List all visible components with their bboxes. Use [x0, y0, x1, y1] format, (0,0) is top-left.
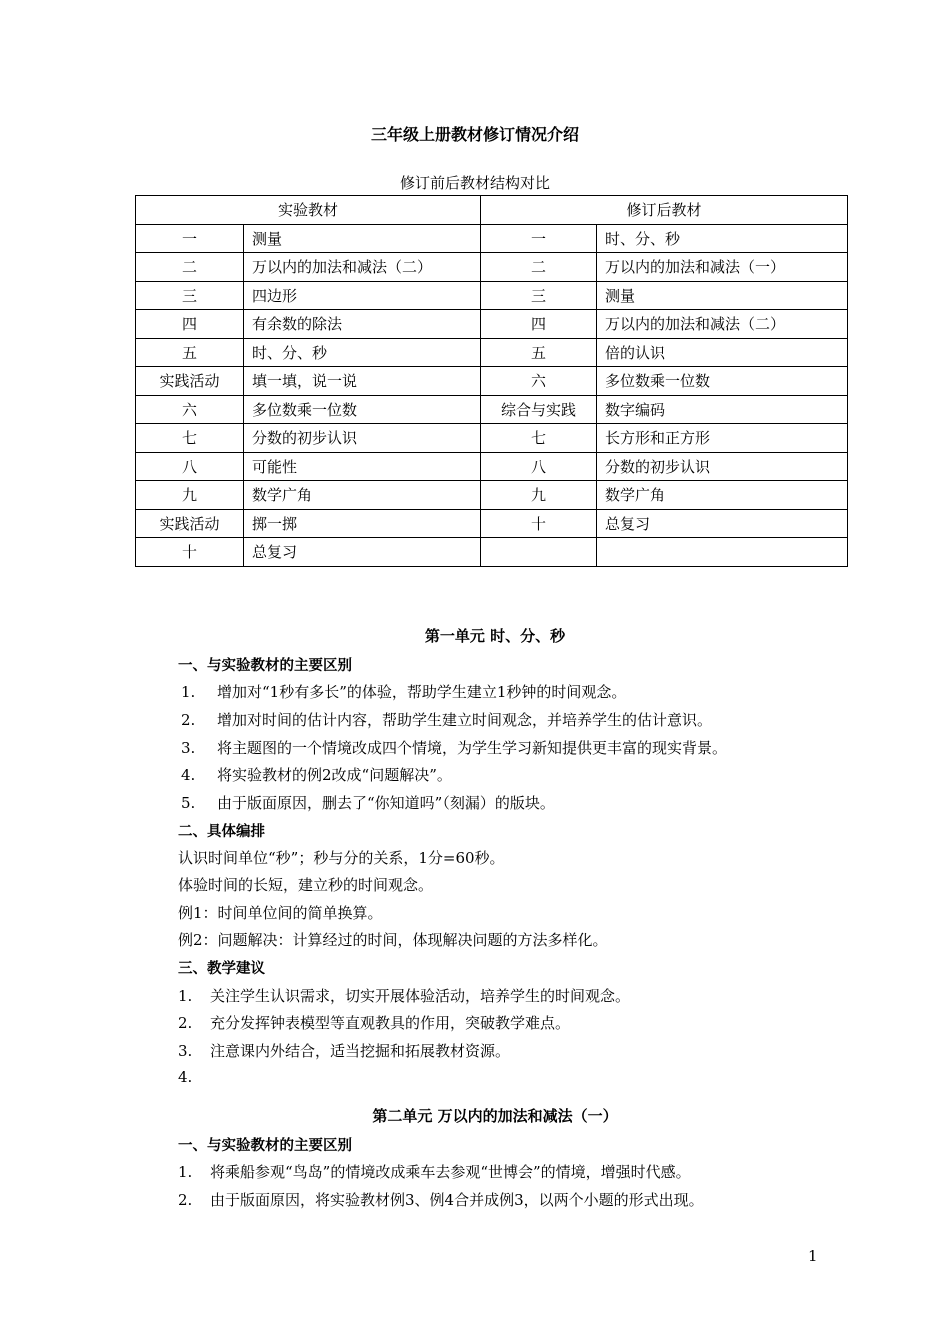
list-item: [178, 1068, 210, 1086]
experimental-unit-title: 数学广角: [244, 481, 481, 510]
header-revised: 修订后教材: [481, 196, 848, 225]
experimental-unit-title: 掷一掷: [244, 509, 481, 538]
experimental-unit-title: 多位数乘一位数: [244, 395, 481, 424]
item-text: 增加对“1秒有多长”的体验，帮助学生建立1秒钟的时间观念。: [217, 683, 627, 701]
experimental-unit-number: 实践活动: [136, 367, 244, 396]
list-item: [178, 985, 630, 1006]
item-text: 将乘船参观“鸟岛”的情境改成乘车去参观“世博会”的情境，增强时代感。: [210, 1163, 691, 1181]
comparison-table: [135, 195, 848, 567]
experimental-unit-number: 四: [136, 310, 244, 339]
item-number: 4.: [181, 766, 196, 784]
table-row: [136, 253, 848, 282]
experimental-unit-number: 一: [136, 224, 244, 253]
experimental-unit-title: 有余数的除法: [244, 310, 481, 339]
item-number: 5.: [181, 794, 196, 812]
item-number: 3.: [178, 1042, 193, 1060]
table-body: [136, 224, 848, 566]
item-number: 2.: [178, 1014, 193, 1032]
experimental-unit-title: 测量: [244, 224, 481, 253]
revised-unit-title: 总复习: [597, 509, 848, 538]
table-row: [136, 224, 848, 253]
list-item: [181, 764, 452, 785]
revised-unit-number: 一: [481, 224, 597, 253]
paragraph-line: 认识时间单位“秒”；秒与分的关系，1分=60秒。: [178, 849, 505, 867]
list-item: [178, 1189, 704, 1210]
revised-unit-number: 九: [481, 481, 597, 510]
item-text: 充分发挥钟表模型等直观教具的作用，突破教学难点。: [210, 1014, 571, 1032]
list-item: [181, 709, 712, 730]
table-row: [136, 310, 848, 339]
revised-unit-number: [481, 538, 597, 567]
experimental-unit-number: 五: [136, 338, 244, 367]
experimental-unit-number: 实践活动: [136, 509, 244, 538]
table-caption: 修订前后教材结构对比: [399, 174, 550, 192]
revised-unit-title: 数字编码: [597, 395, 848, 424]
table-row: [136, 452, 848, 481]
revised-unit-number: 十: [481, 509, 597, 538]
experimental-unit-number: 三: [136, 281, 244, 310]
revised-unit-title: 时、分、秒: [597, 224, 848, 253]
experimental-unit-number: 十: [136, 538, 244, 567]
unit2-title: 第二单元 万以内的加法和减法（一）: [372, 1107, 618, 1125]
paragraph-line: 体验时间的长短，建立秒的时间观念。: [178, 876, 434, 894]
experimental-unit-number: 二: [136, 253, 244, 282]
list-item: [181, 681, 626, 702]
list-item: [181, 737, 727, 758]
experimental-unit-number: 六: [136, 395, 244, 424]
experimental-unit-title: 填一填，说一说: [244, 367, 481, 396]
unit1-section3-heading: 三、教学建议: [178, 961, 265, 977]
experimental-unit-number: 八: [136, 452, 244, 481]
revised-unit-number: 八: [481, 452, 597, 481]
item-number: 2.: [181, 711, 196, 729]
unit2-section1-heading: 一、与实验教材的主要区别: [178, 1138, 352, 1154]
item-text: 关注学生认识需求，切实开展体验活动，培养学生的时间观念。: [210, 987, 631, 1005]
list-item: [178, 1161, 691, 1182]
document-title: 三年级上册教材修订情况介绍: [370, 125, 579, 144]
revised-unit-title: 分数的初步认识: [597, 452, 848, 481]
table-row: [136, 367, 848, 396]
revised-unit-number: 三: [481, 281, 597, 310]
item-text: 增加对时间的估计内容，帮助学生建立时间观念，并培养学生的估计意识。: [217, 711, 713, 729]
experimental-unit-number: 九: [136, 481, 244, 510]
revised-unit-title: 测量: [597, 281, 848, 310]
item-text: 将实验教材的例2改成“问题解决”。: [217, 766, 452, 784]
revised-unit-title: [597, 538, 848, 567]
list-item: [178, 1040, 510, 1061]
revised-unit-title: 数学广角: [597, 481, 848, 510]
header-experimental: 实验教材: [136, 196, 481, 225]
experimental-unit-title: 时、分、秒: [244, 338, 481, 367]
revised-unit-number: 七: [481, 424, 597, 453]
paragraph-line: 例2：问题解决：计算经过的时间，体现解决问题的方法多样化。: [178, 931, 608, 949]
table-row: [136, 509, 848, 538]
revised-unit-number: 二: [481, 253, 597, 282]
item-number: 2.: [178, 1191, 193, 1209]
revised-unit-title: 万以内的加法和减法（一）: [597, 253, 848, 282]
paragraph-line: 例1：时间单位间的简单换算。: [178, 904, 383, 922]
item-text: 注意课内外结合，适当挖掘和拓展教材资源。: [210, 1042, 511, 1060]
revised-unit-number: 六: [481, 367, 597, 396]
experimental-unit-title: 四边形: [244, 281, 481, 310]
revised-unit-title: 多位数乘一位数: [597, 367, 848, 396]
revised-unit-title: 万以内的加法和减法（二）: [597, 310, 848, 339]
table-row: [136, 424, 848, 453]
revised-unit-number: 五: [481, 338, 597, 367]
item-number: 3.: [181, 739, 196, 757]
unit1-section2-heading: 二、具体编排: [178, 824, 265, 840]
table-header-row: [136, 196, 848, 225]
item-number: 1.: [178, 1163, 193, 1181]
list-item: [181, 792, 555, 813]
table-row: [136, 481, 848, 510]
table-row: [136, 281, 848, 310]
item-text: 将主题图的一个情境改成四个情境，为学生学习新知提供更丰富的现实背景。: [217, 739, 728, 757]
revised-unit-title: 长方形和正方形: [597, 424, 848, 453]
table-row: [136, 338, 848, 367]
experimental-unit-title: 分数的初步认识: [244, 424, 481, 453]
experimental-unit-title: 万以内的加法和减法（二）: [244, 253, 481, 282]
page-number: 1: [808, 1247, 818, 1265]
item-text: 由于版面原因，删去了“你知道吗”（刻漏）的版块。: [217, 794, 555, 812]
revised-unit-title: 倍的认识: [597, 338, 848, 367]
unit1-title: 第一单元 时、分、秒: [424, 627, 566, 645]
table-row: [136, 395, 848, 424]
experimental-unit-title: 可能性: [244, 452, 481, 481]
experimental-unit-title: 总复习: [244, 538, 481, 567]
item-text: 由于版面原因，将实验教材例3、例4合并成例3，以两个小题的形式出现。: [210, 1191, 704, 1209]
unit1-section1-heading: 一、与实验教材的主要区别: [178, 658, 352, 674]
revised-unit-number: 四: [481, 310, 597, 339]
list-item: [178, 1012, 570, 1033]
revised-unit-number: 综合与实践: [481, 395, 597, 424]
item-number: 1.: [178, 987, 193, 1005]
table-row: [136, 538, 848, 567]
item-number: 4.: [178, 1068, 193, 1086]
item-number: 1.: [181, 683, 196, 701]
experimental-unit-number: 七: [136, 424, 244, 453]
